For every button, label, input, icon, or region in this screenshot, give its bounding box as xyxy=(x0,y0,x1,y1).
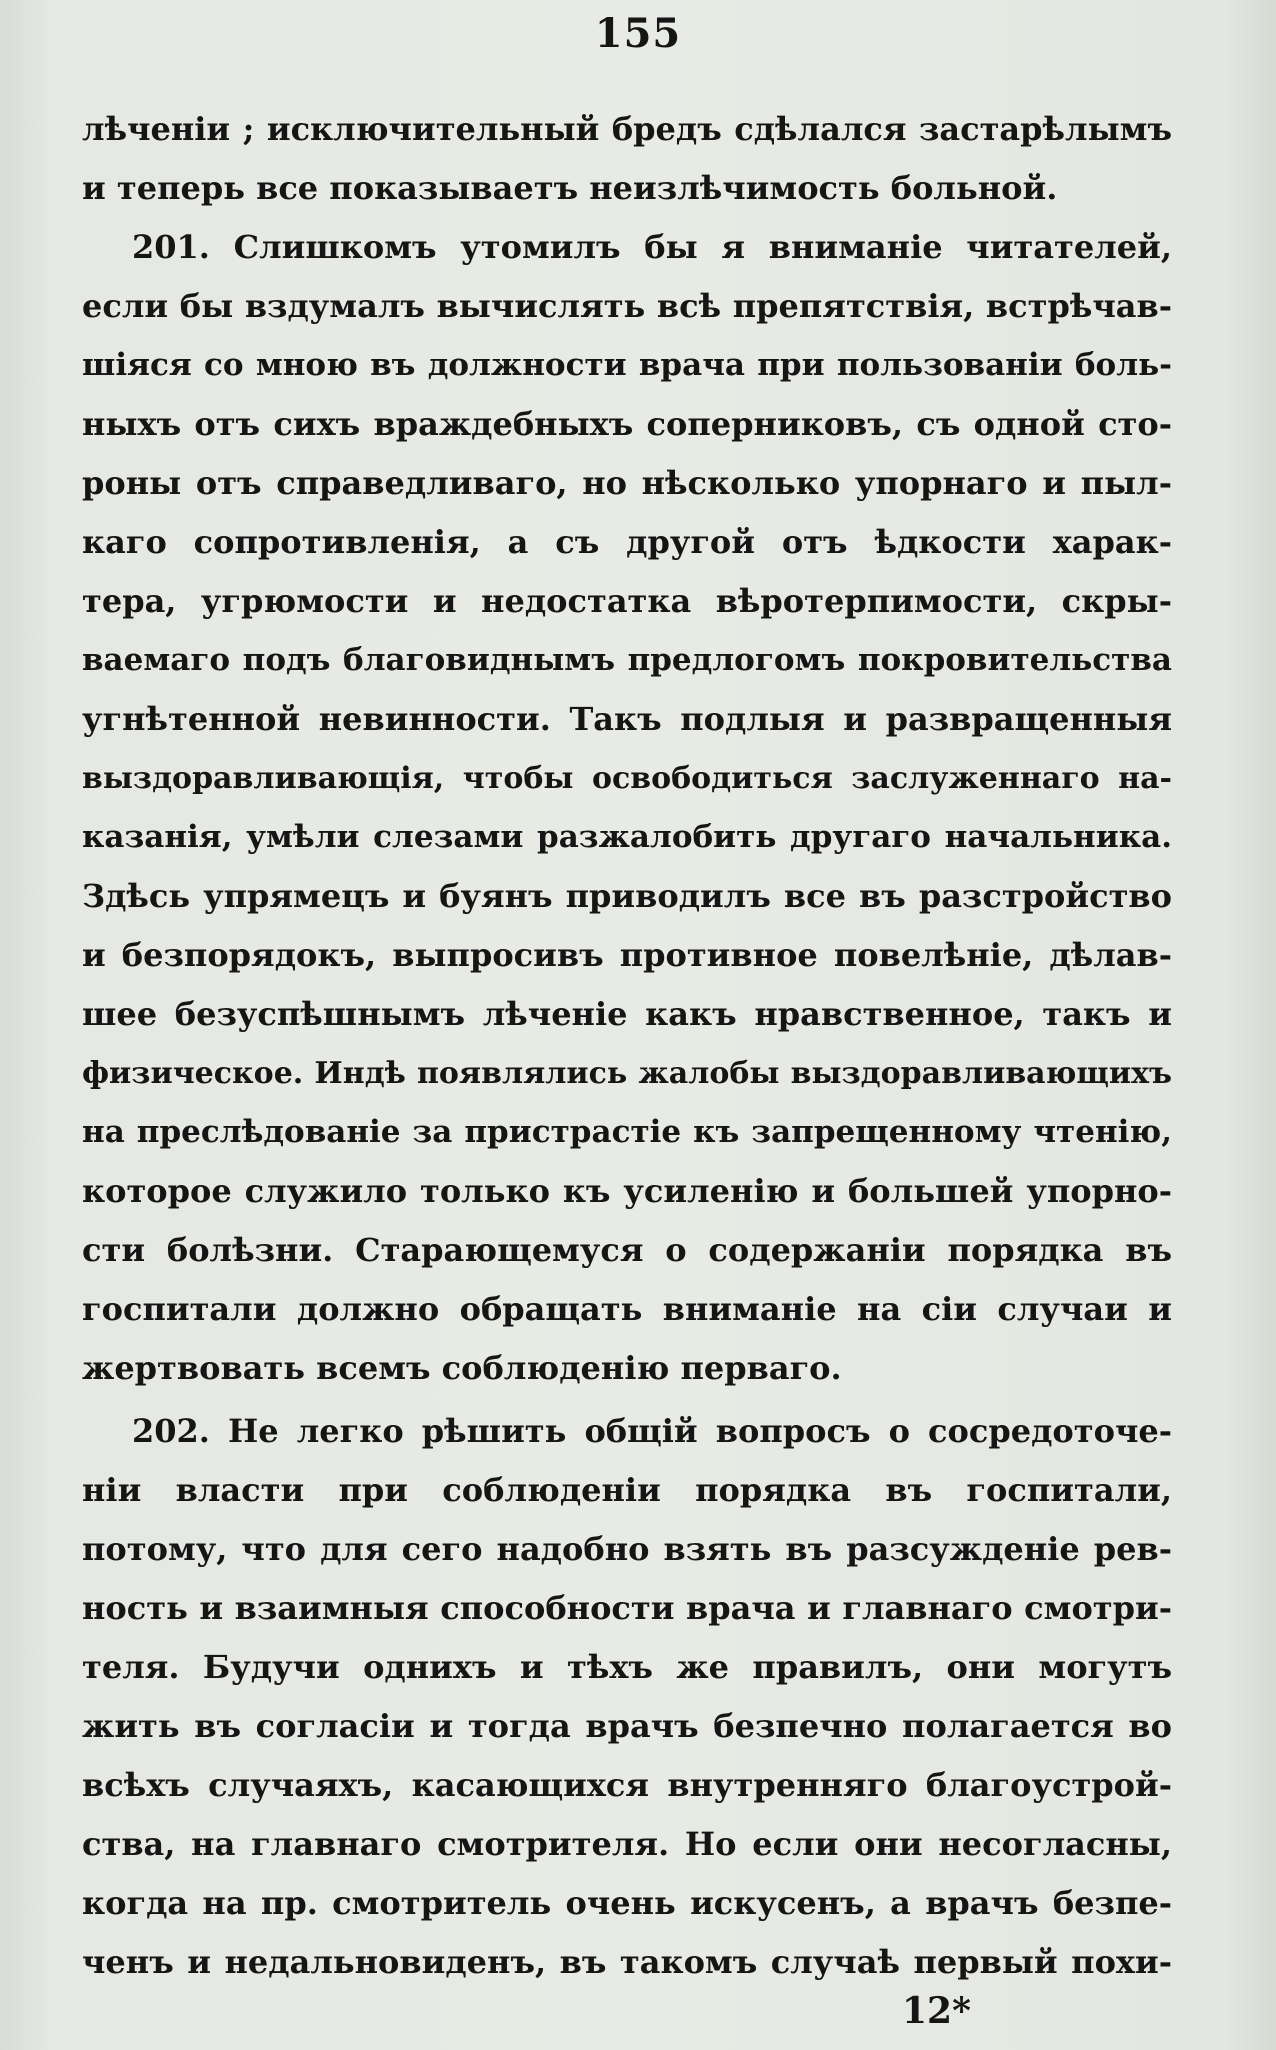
paragraph-201 xyxy=(82,218,1172,1398)
text-line: жить въ согласіи и тогда врачъ безпечно полагается во xyxy=(82,1707,1172,1745)
text-line: теля. Будучи однихъ и тѣхъ же правилъ, они могутъ xyxy=(82,1648,1172,1686)
text-line: сти болѣзни. Старающемуся о содержаніи порядка въ xyxy=(82,1231,1172,1269)
page-number: 155 xyxy=(594,10,682,57)
text-line: если бы вздумалъ вычислять всѣ препятствія, встрѣчав- xyxy=(82,287,1172,325)
text-line: 202. Не легко рѣшить общій вопросъ о сосредоточе- xyxy=(132,1412,1172,1450)
text-line: физическое. Индѣ появлялись жалобы выздоравливающихъ xyxy=(82,1056,1172,1091)
text-line: и теперь все показываетъ неизлѣчимость больной. xyxy=(82,169,1058,207)
text-line: каго сопротивленія, а съ другой отъ ѣдкости харак- xyxy=(82,523,1172,561)
text-line: роны отъ справедливаго, но нѣсколько упорнаго и пыл- xyxy=(82,464,1172,502)
text-line: и безпорядокъ, выпросивъ противное повелѣніе, дѣлав- xyxy=(82,936,1172,974)
text-line: 201. Слишкомъ утомилъ бы я вниманіе читателей, xyxy=(132,228,1172,266)
text-line: ваемаго подъ благовиднымъ предлогомъ покровительства xyxy=(82,642,1172,678)
text-line: на преслѣдованіе за пристрастіе къ запрещенному чтенію, xyxy=(82,1114,1172,1150)
text-line: жертвовать всемъ соблюденію перваго. xyxy=(82,1349,842,1387)
text-line: лѣченіи ; исключительный бредъ сдѣлался застарѣлымъ xyxy=(82,110,1172,148)
text-line: потому, что для сего надобно взять въ разсужденіе рев- xyxy=(82,1530,1172,1568)
printer-signature-mark: 12* xyxy=(902,1990,971,2032)
text-line: ченъ и недальновиденъ, въ такомъ случаѣ первый похи- xyxy=(82,1943,1172,1981)
paragraph-202 xyxy=(82,1402,1172,1992)
text-line: шіяся со мною въ должности врача при пользованіи боль- xyxy=(82,347,1172,383)
text-line: Здѣсь упрямецъ и буянъ приводилъ все въ разстройство xyxy=(82,877,1172,915)
text-line: ства, на главнаго смотрителя. Но если они несогласны, xyxy=(82,1825,1172,1863)
text-line: шее безуспѣшнымъ лѣченіе какъ нравственное, такъ и xyxy=(82,995,1172,1033)
text-line: которое служило только къ усиленію и большей упорно- xyxy=(82,1172,1172,1210)
text-line: всѣхъ случаяхъ, касающихся внутренняго благоустрой- xyxy=(82,1766,1172,1804)
text-line: госпитали должно обращать вниманіе на сіи случаи и xyxy=(82,1290,1172,1328)
text-line: выздоравливающія, чтобы освободиться заслуженнаго на- xyxy=(82,761,1172,796)
paragraph-continuation xyxy=(82,100,1172,218)
text-line: угнѣтенной невинности. Такъ подлыя и развращенныя xyxy=(82,700,1172,738)
text-line: ность и взаимныя способности врача и главнаго смотри- xyxy=(82,1589,1172,1627)
text-line: казанія, умѣли слезами разжалобить другаго начальника. xyxy=(82,819,1172,855)
text-line: тера, угрюмости и недостатка вѣротерпимости, скры- xyxy=(82,582,1172,620)
text-line: когда на пр. смотритель очень искусенъ, а врачъ безпе- xyxy=(82,1884,1172,1922)
text-line: ніи власти при соблюденіи порядка въ госпитали, xyxy=(82,1471,1172,1509)
text-line: ныхъ отъ сихъ враждебныхъ соперниковъ, съ одной сто- xyxy=(82,405,1172,443)
